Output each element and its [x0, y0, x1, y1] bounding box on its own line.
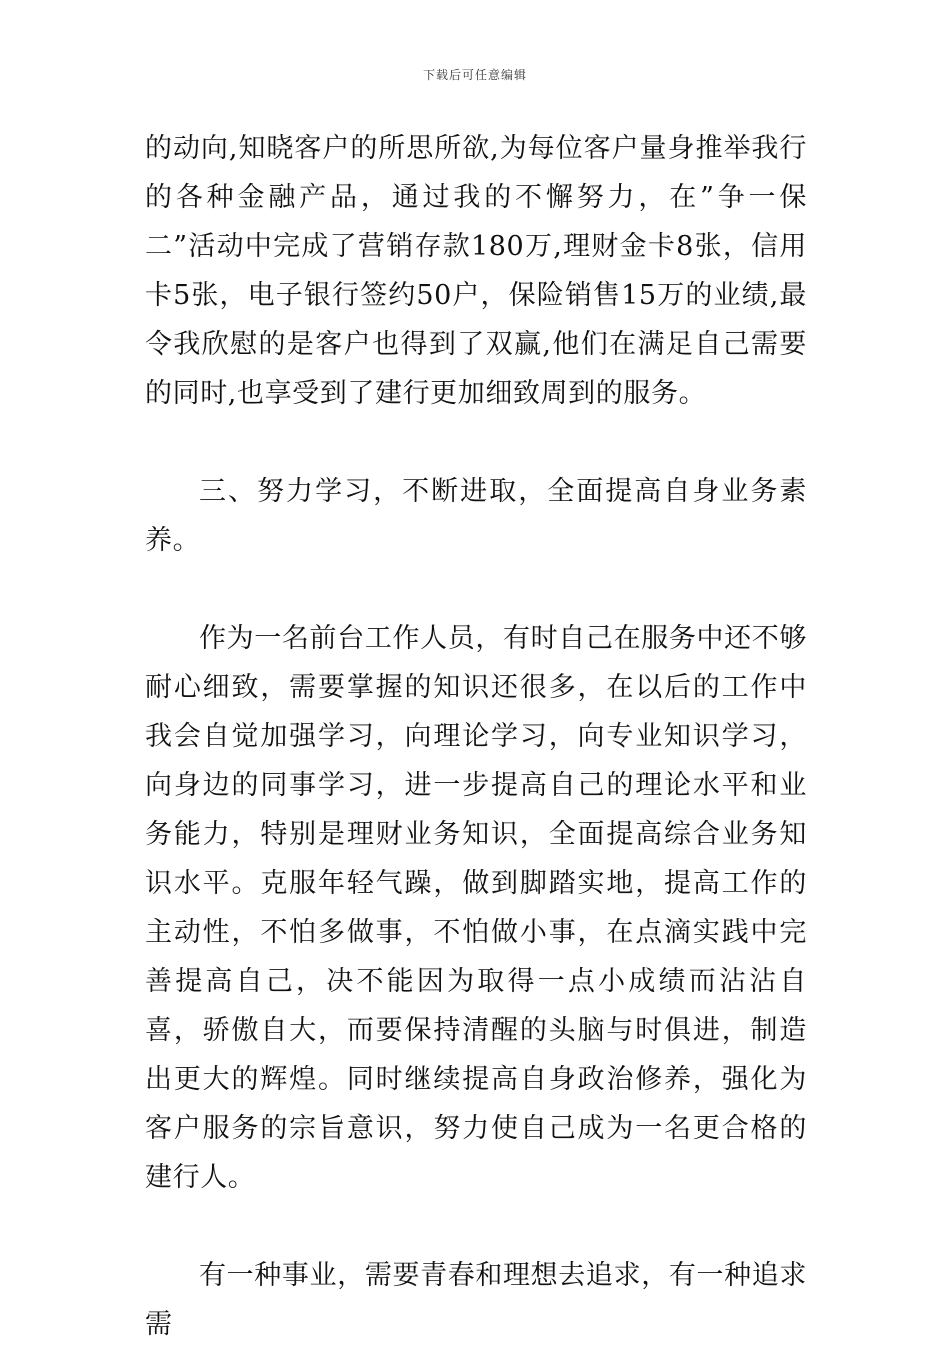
page-header-note: 下载后可任意编辑 [422, 68, 527, 82]
paragraph-continuation: 的动向,知晓客户的所思所欲,为每位客户量身推举我行的各种金融产品，通过我的不懈努力，在”争一保二”活动中完成了营销存款180万,理财金卡8张，信用卡5张，电子银行签约50户，保险销售15万的业绩,最令我欣慰的是客户也得到了双赢,他们在满足自己需要的同时,也享受到了建行更加细致周到的服务。 [145, 133, 807, 409]
paragraph-learning: 作为一名前台工作人员，有时自己在服务中还不够耐心细致，需要掌握的知识还很多，在以后的工作中我会自觉加强学习，向理论学习，向专业知识学习，向身边的同事学习，进一步提高自己的理论水平和业务能力，特别是理财业务知识，全面提高综合业务知识水平。克服年轻气躁，做到脚踏实地，提高工作的主动性，不怕多做事，不怕做小事，在点滴实践中完善提高自己，决不能因为取得一点小成绩而沾沾自喜，骄傲自大，而要保持清醒的头脑与时俱进，制造出更大的辉煌。同时继续提高自身政治修养，强化为客户服务的宗旨意识，努力使自己成为一名更合格的建行人。 [145, 623, 807, 1193]
section-heading: 三、努力学习，不断进取，全面提高自身业务素养。 [145, 476, 807, 556]
document-body [145, 124, 807, 1349]
paragraph-closing: 有一种事业，需要青春和理想去追求，有一种追求需 [145, 1260, 807, 1340]
